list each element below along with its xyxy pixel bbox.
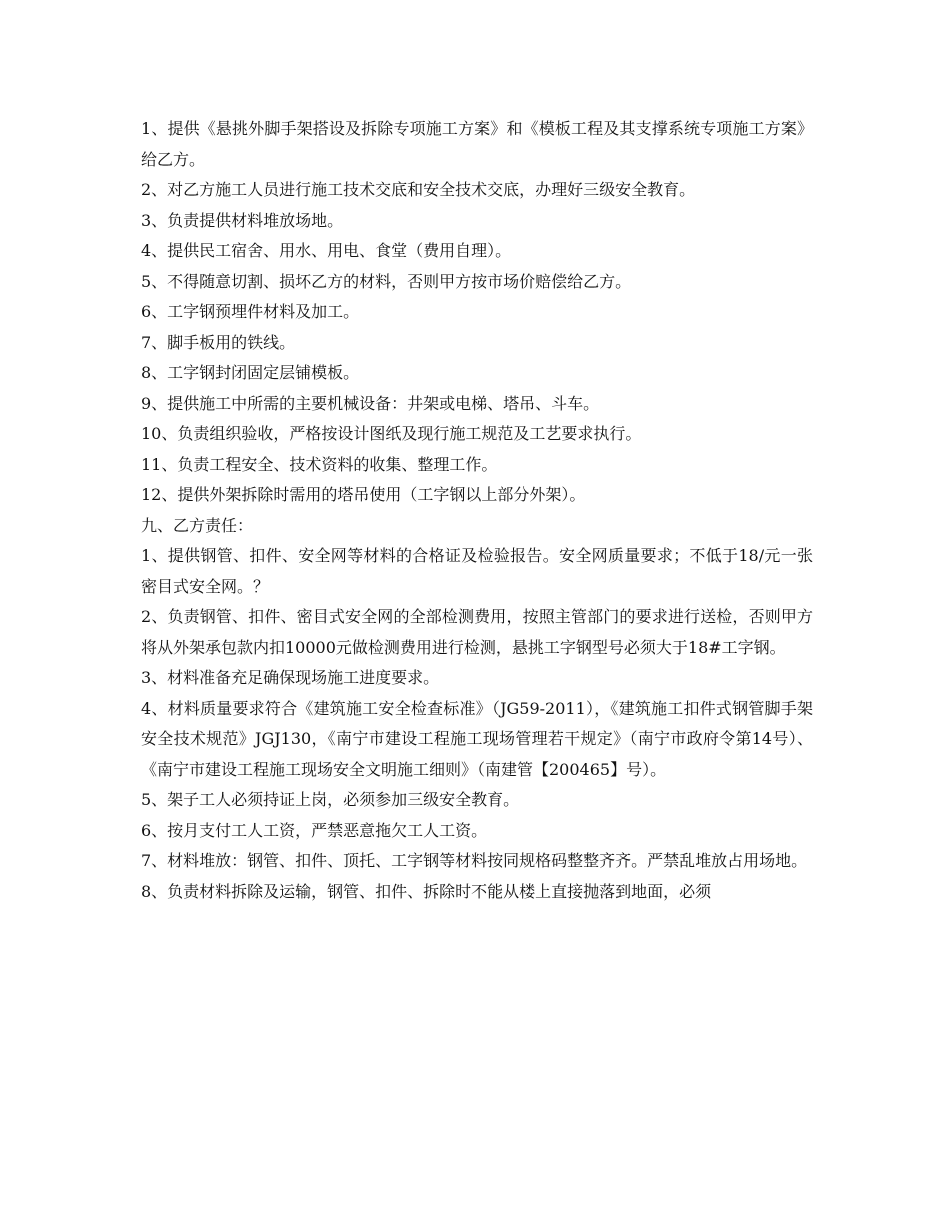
paragraph-party-a-item-9: 9、提供施工中所需的主要机械设备：井架或电梯、塔吊、斗车。 xyxy=(141,393,600,413)
paragraph-party-a-item-5: 5、不得随意切割、损坏乙方的材料，否则甲方按市场价赔偿给乙方。 xyxy=(141,271,632,291)
paragraph-party-b-item-1: 1、提供钢管、扣件、安全网等材料的合格证及检验报告。安全网质量要求；不低于18/元一张密目式安全网。？ xyxy=(141,546,813,596)
paragraph-party-b-item-5: 5、架子工人必须持证上岗，必须参加三级安全教育。 xyxy=(141,790,520,809)
paragraph-party-a-item-12: 12、提供外架拆除时需用的塔吊使用（工字钢以上部分外架）。 xyxy=(141,485,586,504)
paragraph-party-a-item-6: 6、工字钢预埋件材料及加工。 xyxy=(141,302,360,321)
paragraph-party-b-item-3: 3、材料准备充足确保现场施工进度要求。 xyxy=(141,668,440,687)
document-body xyxy=(141,114,813,907)
paragraph-party-a-item-1: 1、提供《悬挑外脚手架搭设及拆除专项施工方案》和《模板工程及其支撑系统专项施工方案》给乙方。 xyxy=(141,119,813,169)
paragraph-party-a-item-8: 8、工字钢封闭固定层铺模板。 xyxy=(141,363,360,382)
paragraph-party-a-item-2: 2、对乙方施工人员进行施工技术交底和安全技术交底，办理好三级安全教育。 xyxy=(141,180,696,199)
section-heading-party-b: 九、乙方责任： xyxy=(141,515,254,535)
paragraph-party-a-item-10: 10、负责组织验收，严格按设计图纸及现行施工规范及工艺要求执行。 xyxy=(141,424,642,443)
paragraph-party-a-item-11: 11、负责工程安全、技术资料的收集、整理工作。 xyxy=(141,454,498,474)
paragraph-party-b-item-8: 8、负责材料拆除及运输，钢管、扣件、拆除时不能从楼上直接抛落到地面，必须 xyxy=(141,881,712,901)
paragraph-party-b-item-6: 6、按月支付工人工资，严禁恶意拖欠工人工资。 xyxy=(141,820,488,840)
paragraph-party-b-item-7: 7、材料堆放：钢管、扣件、顶托、工字钢等材料按同规格码整整齐齐。严禁乱堆放占用场地。 xyxy=(141,851,808,870)
paragraph-party-b-item-4: 4、材料质量要求符合《建筑施工安全检查标准》（JG59-2011），《建筑施工扣件式钢管脚手架安全技术规范》JGJ130，《南宁市建设工程施工现场管理若干规定》（南宁市政府令第14号）、《南宁市建设工程施工现场安全文明施工细则》（南建管【200465】号）。 xyxy=(141,698,813,779)
paragraph-party-a-item-3: 3、负责提供材料堆放场地。 xyxy=(141,210,344,230)
paragraph-party-a-item-4: 4、提供民工宿舍、用水、用电、食堂（费用自理）。 xyxy=(141,241,512,260)
paragraph-party-b-item-2: 2、负责钢管、扣件、密目式安全网的全部检测费用，按照主管部门的要求进行送检，否则甲方将从外架承包款内扣10000元做检测费用进行检测，悬挑工字钢型号必须大于18#工字钢。 xyxy=(141,607,813,657)
paragraph-party-a-item-7: 7、脚手板用的铁线。 xyxy=(141,332,296,352)
